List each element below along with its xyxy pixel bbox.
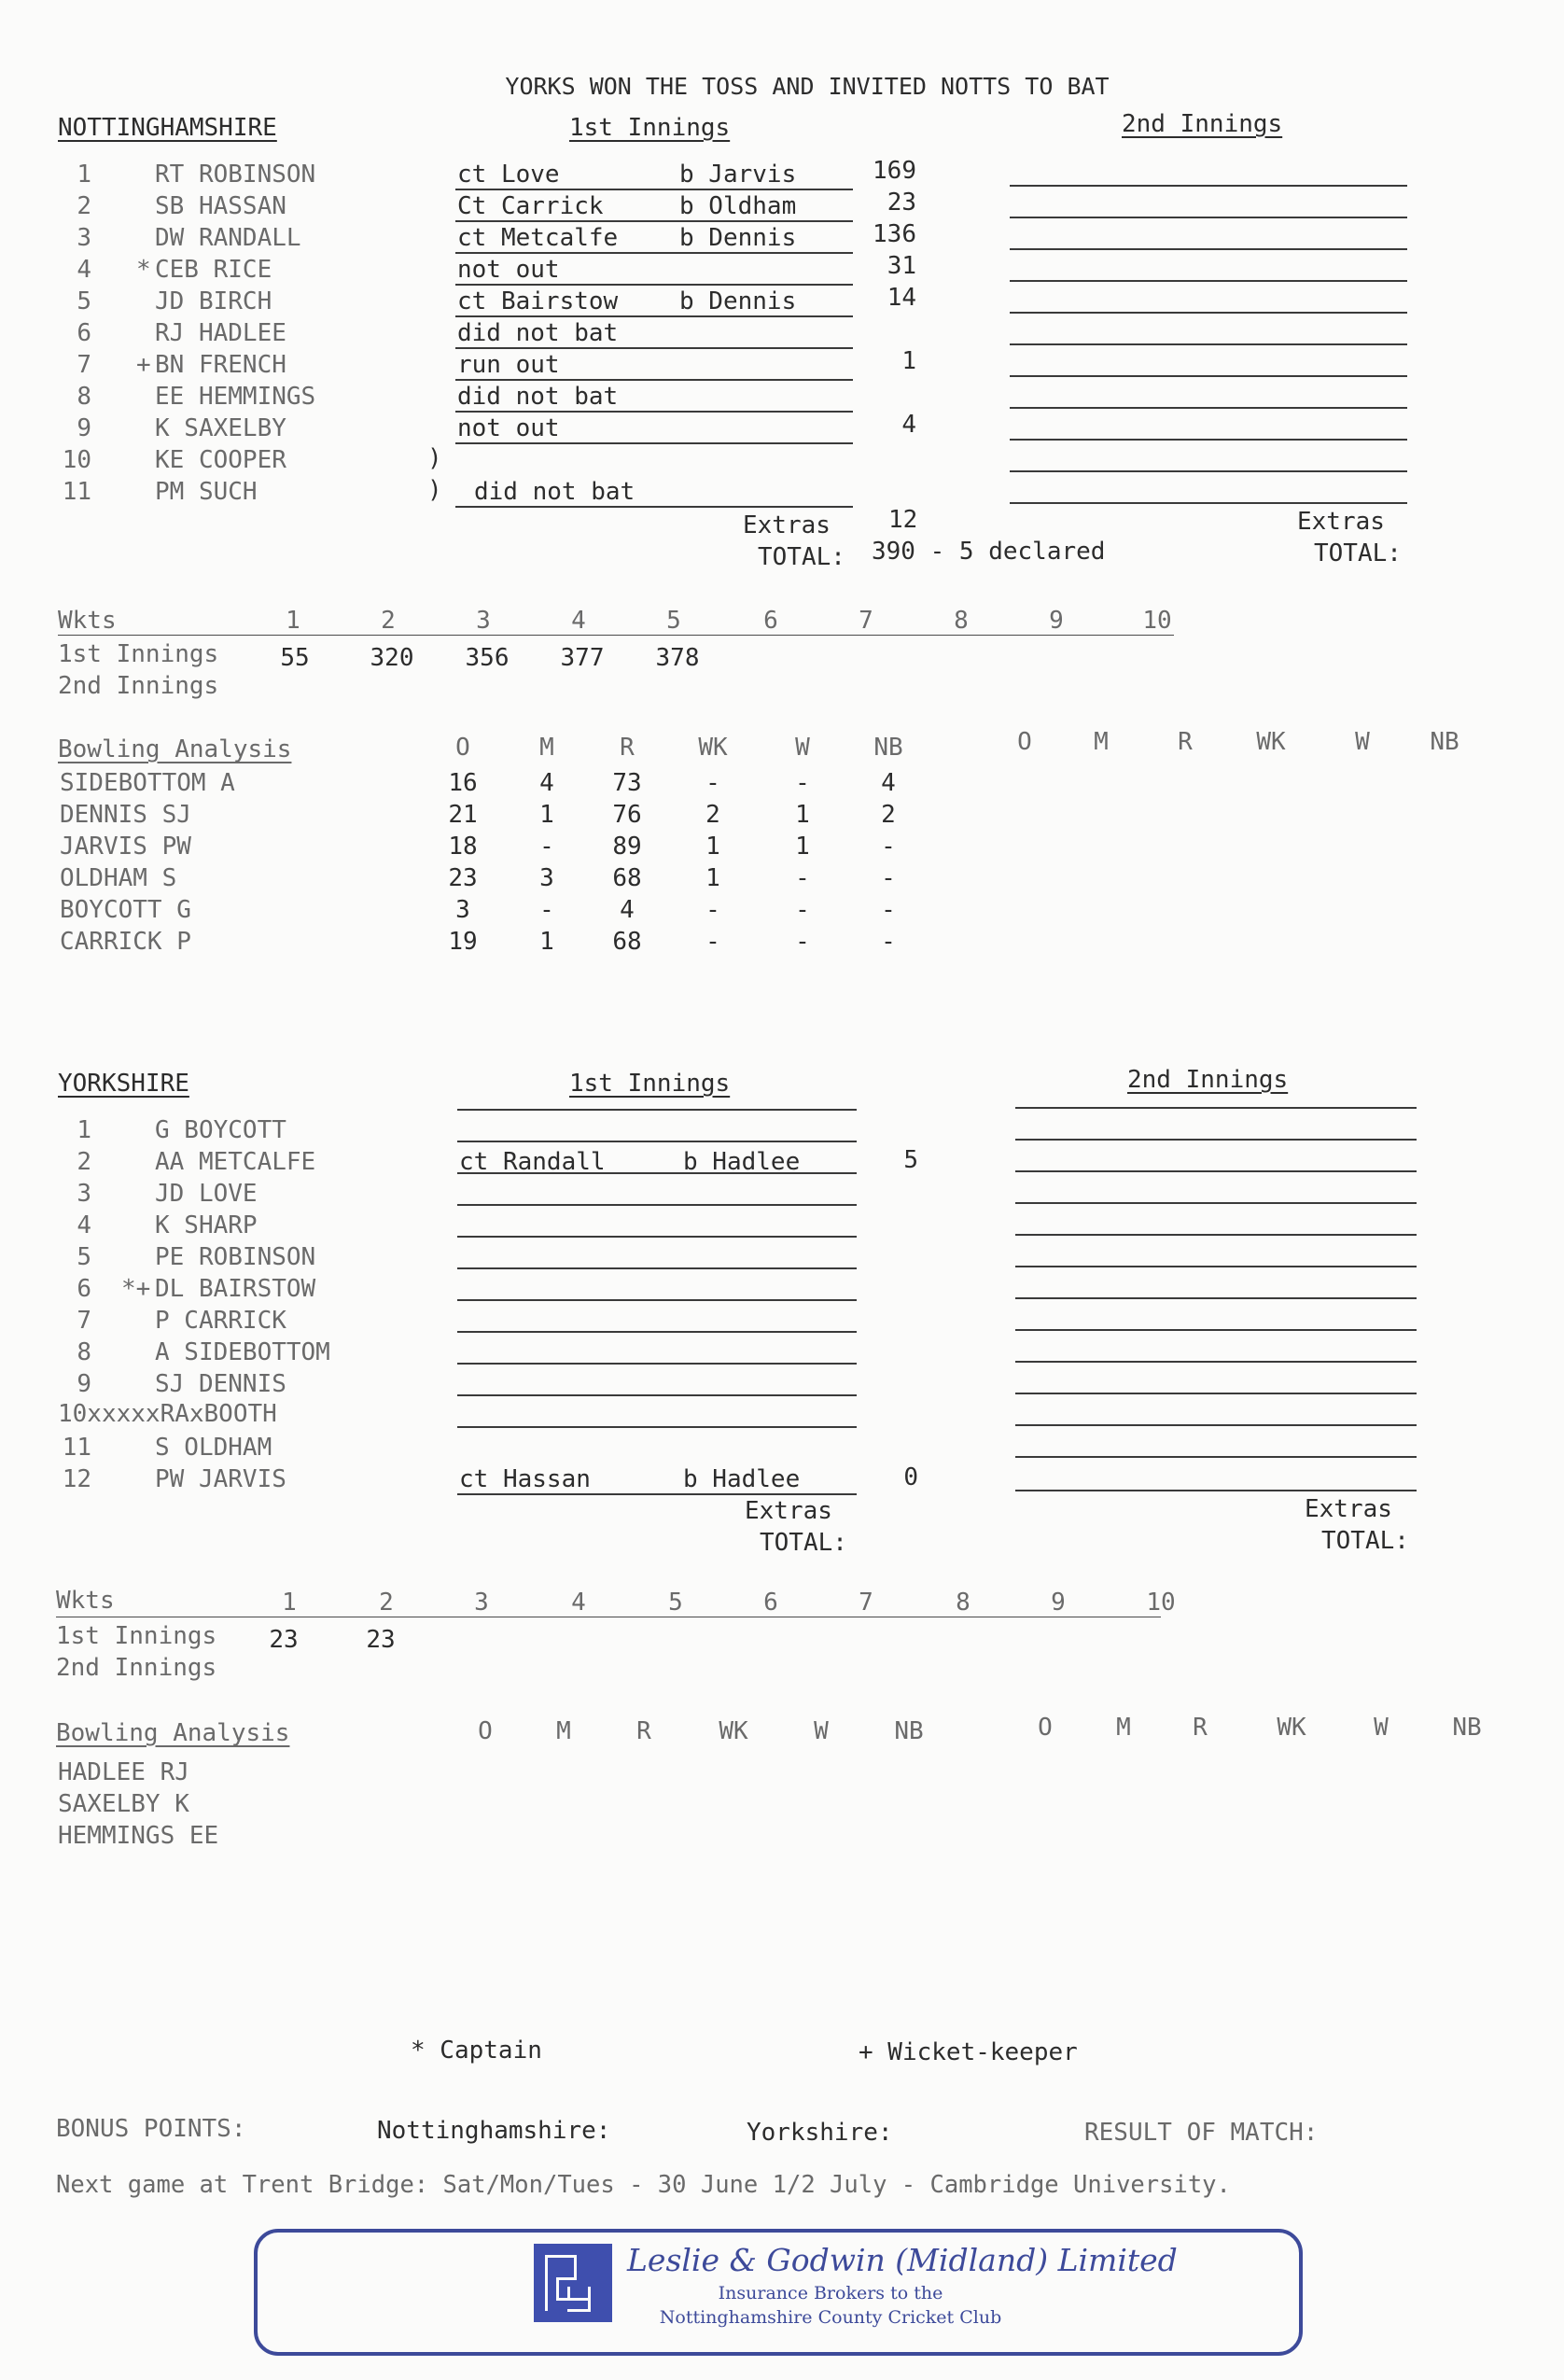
first-innings-line — [457, 1394, 857, 1396]
bowling-header: R — [620, 734, 635, 762]
bowling-o: 19 — [448, 928, 478, 956]
bowling-w: - — [795, 928, 810, 956]
wicket-number: 10 — [1146, 1589, 1176, 1617]
runs-value: 5 — [903, 1146, 918, 1174]
runs-value: 136 — [873, 220, 916, 248]
bowling-header: O — [455, 734, 470, 762]
wicket-number: 1 — [282, 1589, 297, 1617]
dismissal-text: ct Randall — [459, 1148, 606, 1176]
bowling-header-2: M — [1094, 728, 1109, 756]
bowling-m: 4 — [539, 769, 554, 797]
first-innings-line — [457, 1299, 857, 1301]
second-innings-line — [1015, 1139, 1417, 1141]
first-innings-line — [455, 252, 853, 254]
bowling-r: 68 — [612, 928, 642, 956]
batsman-number: 1 — [77, 161, 91, 189]
batsman-name: P CARRICK — [155, 1307, 286, 1335]
second-innings-line — [1010, 312, 1407, 314]
notts-second-innings-heading: 2nd Innings — [1122, 110, 1283, 138]
batsman-number: 4 — [77, 256, 91, 284]
bowling-header: M — [556, 1717, 571, 1745]
wicket-number: 1 — [286, 607, 300, 635]
bowler-name: BOYCOTT G — [60, 896, 191, 924]
first-innings-line — [455, 220, 853, 222]
keeper-legend: + Wicket-keeper — [859, 2038, 1078, 2066]
notts-team-title: NOTTINGHAMSHIRE — [58, 114, 277, 142]
bowler-name: OLDHAM S — [60, 864, 177, 892]
bowling-header-2: WK — [1256, 728, 1286, 756]
bowling-w: 1 — [795, 801, 810, 829]
batsman-role-mark: + — [136, 351, 151, 379]
dismissal-text: not out — [457, 414, 560, 442]
bowling-o: 3 — [455, 896, 470, 924]
dnb-bracket-top: ) — [427, 444, 442, 472]
second-innings-line — [1010, 185, 1407, 187]
batsman-number: 3 — [77, 1180, 91, 1208]
bowling-header: R — [636, 1717, 651, 1745]
yorks-wkts-label: Wkts — [56, 1587, 115, 1615]
batsman-number: 1 — [77, 1116, 91, 1144]
runs-value: 23 — [887, 189, 916, 217]
batsman-name: AA METCALFE — [155, 1148, 316, 1176]
yorks-total-label-2: TOTAL: — [1321, 1527, 1409, 1555]
batsman-struck-out-entry: 10xxxxxRAxBOOTH — [58, 1400, 277, 1428]
dnb-bracket-text: did not bat — [474, 478, 635, 506]
dismissal-text: run out — [457, 351, 560, 379]
first-innings-line — [457, 1236, 857, 1238]
dismissal-text: did not bat — [457, 319, 619, 347]
bowler-name: JARVIS PW — [60, 833, 191, 861]
second-innings-line — [1010, 248, 1407, 250]
first-innings-line — [455, 411, 853, 413]
bowling-header: NB — [894, 1717, 924, 1745]
dismissal-text: ct Hassan — [459, 1465, 591, 1493]
second-innings-line — [1010, 439, 1407, 441]
bowling-nb: - — [881, 833, 896, 861]
bowling-header: NB — [873, 734, 903, 762]
wicket-number: 6 — [763, 1589, 778, 1617]
bowling-r: 68 — [612, 864, 642, 892]
batsman-number: 9 — [77, 1370, 91, 1398]
bowler-text: b Hadlee — [683, 1465, 801, 1493]
batsman-role-mark: * — [136, 256, 151, 284]
yorks-second-innings-heading: 2nd Innings — [1127, 1066, 1289, 1094]
first-innings-line — [457, 1493, 857, 1495]
wicket-number: 2 — [381, 607, 396, 635]
batsman-number: 11 — [62, 478, 91, 506]
first-innings-line — [457, 1172, 857, 1174]
bowling-nb: - — [881, 896, 896, 924]
bowling-header: M — [539, 734, 554, 762]
notts-total-label: TOTAL: — [758, 543, 845, 571]
bowling-wk: 2 — [705, 801, 720, 829]
second-innings-line — [1010, 470, 1407, 472]
second-innings-line — [1015, 1329, 1417, 1331]
toss-heading: YORKS WON THE TOSS AND INVITED NOTTS TO BAT — [505, 73, 1110, 100]
bowler-text: b Hadlee — [683, 1148, 801, 1176]
yorks-bowling-heading: Bowling Analysis — [56, 1719, 290, 1747]
wicket-number: 2 — [379, 1589, 394, 1617]
second-innings-line — [1010, 217, 1407, 218]
bowling-header: WK — [698, 734, 728, 762]
runs-value: 169 — [873, 157, 916, 185]
bowling-header-2: W — [1374, 1714, 1389, 1742]
first-innings-line — [455, 315, 853, 317]
sponsor-line-2: Nottinghamshire County Cricket Club — [659, 2307, 1002, 2328]
bonus-points-label: BONUS POINTS: — [56, 2115, 246, 2143]
fow-score: 55 — [280, 644, 310, 672]
notts-fow-second-label: 2nd Innings — [58, 672, 219, 700]
bowling-m: 1 — [539, 801, 554, 829]
yorks-first-innings-heading: 1st Innings — [569, 1070, 731, 1098]
bowling-header: W — [795, 734, 810, 762]
bowling-wk: - — [705, 928, 720, 956]
bowling-w: 1 — [795, 833, 810, 861]
wicket-number: 5 — [666, 607, 681, 635]
batsman-number: 2 — [77, 1148, 91, 1176]
bowling-r: 76 — [612, 801, 642, 829]
bowler-text: b Jarvis — [679, 161, 797, 189]
wicket-number: 8 — [954, 607, 969, 635]
yorks-fow-first-label: 1st Innings — [56, 1622, 217, 1650]
second-innings-line — [1015, 1424, 1417, 1426]
bowling-o: 23 — [448, 864, 478, 892]
bowling-header-2: R — [1178, 728, 1193, 756]
bowler-name: CARRICK P — [60, 928, 191, 956]
second-innings-line — [1015, 1107, 1417, 1109]
bowling-header-2: NB — [1430, 728, 1459, 756]
first-innings-line — [455, 189, 853, 190]
bowling-o: 21 — [448, 801, 478, 829]
bowler-text: b Oldham — [679, 192, 797, 220]
first-innings-line — [457, 1426, 857, 1428]
batsman-number: 3 — [77, 224, 91, 252]
runs-value: 1 — [901, 347, 916, 375]
notts-total-value: 390 - 5 declared — [872, 538, 1106, 566]
batsman-number: 8 — [77, 383, 91, 411]
bowler-name: SIDEBOTTOM A — [60, 769, 235, 797]
batsman-name: DL BAIRSTOW — [155, 1275, 316, 1303]
second-innings-line — [1015, 1170, 1417, 1172]
batsman-name: A SIDEBOTTOM — [155, 1338, 330, 1366]
batsman-name: BN FRENCH — [155, 351, 286, 379]
batsman-number: 5 — [77, 1243, 91, 1271]
batsman-name: K SAXELBY — [155, 414, 286, 442]
bowler-name: SAXELBY K — [58, 1790, 189, 1818]
sponsor-name: Leslie & Godwin (Midland) Limited — [627, 2242, 1178, 2278]
first-innings-line — [457, 1267, 857, 1269]
second-innings-line — [1010, 375, 1407, 377]
bowler-text: b Dennis — [679, 224, 797, 252]
wicket-number: 10 — [1142, 607, 1172, 635]
wicket-number: 5 — [668, 1589, 683, 1617]
notts-extras-value: 12 — [888, 506, 918, 534]
bowling-nb: - — [881, 864, 896, 892]
bowling-header: W — [814, 1717, 829, 1745]
yorks-extras-label: Extras — [745, 1497, 832, 1525]
first-innings-line — [457, 1331, 857, 1333]
next-game-text: Next game at Trent Bridge: Sat/Mon/Tues - 30 June 1/2 July - Cambridge University. — [56, 2171, 1231, 2199]
bowling-r: 4 — [620, 896, 635, 924]
batsman-number: 11 — [62, 1434, 91, 1462]
yorks-team-title: YORKSHIRE — [58, 1070, 189, 1098]
second-innings-line — [1015, 1490, 1417, 1491]
runs-value: 0 — [903, 1463, 918, 1491]
batsman-role-mark: *+ — [121, 1275, 151, 1303]
bowling-o: 16 — [448, 769, 478, 797]
bonus-yorks-label: Yorkshire: — [747, 2119, 893, 2147]
notts-fow-first-label: 1st Innings — [58, 640, 219, 668]
fow-score: 23 — [366, 1626, 396, 1654]
runs-value: 14 — [887, 284, 916, 312]
dismissal-text: ct Metcalfe — [457, 224, 619, 252]
captain-legend: * Captain — [411, 2037, 542, 2065]
second-innings-line — [1010, 502, 1407, 504]
dismissal-text: ct Bairstow — [457, 287, 619, 315]
wicket-number: 3 — [474, 1589, 489, 1617]
second-innings-line — [1015, 1266, 1417, 1267]
batsman-number: 7 — [77, 351, 91, 379]
dismissal-text: did not bat — [457, 383, 619, 411]
second-innings-line — [1015, 1297, 1417, 1299]
sponsor-line-1: Insurance Brokers to the — [718, 2283, 943, 2303]
dismissal-text: Ct Carrick — [457, 192, 604, 220]
bonus-notts-label: Nottinghamshire: — [377, 2117, 611, 2145]
bowling-m: 1 — [539, 928, 554, 956]
bowler-name: HEMMINGS EE — [58, 1822, 219, 1850]
bowling-w: - — [795, 769, 810, 797]
bowling-m: 3 — [539, 864, 554, 892]
batsman-name: JD LOVE — [155, 1180, 258, 1208]
wicket-number: 4 — [571, 607, 586, 635]
yorks-fow-second-label: 2nd Innings — [56, 1654, 217, 1682]
bowling-header: WK — [719, 1717, 748, 1745]
dismissal-text: ct Love — [457, 161, 560, 189]
batsman-name: DW RANDALL — [155, 224, 301, 252]
batsman-number: 8 — [77, 1338, 91, 1366]
batsman-name: K SHARP — [155, 1211, 258, 1239]
second-innings-line — [1015, 1393, 1417, 1394]
fow-score: 320 — [370, 644, 414, 672]
fow-score: 23 — [269, 1626, 299, 1654]
wicket-number: 7 — [859, 1589, 873, 1617]
bowling-header-2: O — [1017, 728, 1032, 756]
bowling-wk: - — [705, 769, 720, 797]
bowling-nb: 4 — [881, 769, 896, 797]
bowling-nb: - — [881, 928, 896, 956]
bowling-header-2: R — [1193, 1714, 1208, 1742]
wicket-number: 7 — [859, 607, 873, 635]
bowler-name: HADLEE RJ — [58, 1758, 189, 1786]
wicket-number: 6 — [763, 607, 778, 635]
first-innings-line — [457, 1109, 857, 1111]
batsman-number: 6 — [77, 1275, 91, 1303]
first-innings-line — [457, 1204, 857, 1206]
batsman-name: PM SUCH — [155, 478, 258, 506]
bowler-text: b Dennis — [679, 287, 797, 315]
notts-bowling-heading: Bowling Analysis — [58, 735, 292, 763]
batsman-name: RT ROBINSON — [155, 161, 316, 189]
wicket-number: 9 — [1049, 607, 1064, 635]
batsman-number: 2 — [77, 192, 91, 220]
batsman-number: 6 — [77, 319, 91, 347]
bowling-r: 89 — [612, 833, 642, 861]
batsman-name: EE HEMMINGS — [155, 383, 316, 411]
fow-score: 356 — [465, 644, 510, 672]
wicket-number: 4 — [571, 1589, 586, 1617]
wicket-number: 3 — [476, 607, 491, 635]
first-innings-line — [457, 1141, 857, 1142]
yorks-extras-label-2: Extras — [1305, 1495, 1392, 1523]
fow-score: 378 — [655, 644, 700, 672]
batsman-name: SB HASSAN — [155, 192, 286, 220]
batsman-number: 12 — [62, 1465, 91, 1493]
second-innings-line — [1010, 343, 1407, 345]
bowling-w: - — [795, 896, 810, 924]
bowling-m: - — [539, 833, 554, 861]
first-innings-line — [455, 379, 853, 381]
batsman-number: 4 — [77, 1211, 91, 1239]
first-innings-line — [457, 1363, 857, 1365]
bowling-header-2: O — [1038, 1714, 1053, 1742]
bowling-r: 73 — [612, 769, 642, 797]
batsman-name: SJ DENNIS — [155, 1370, 286, 1398]
batsman-number: 9 — [77, 414, 91, 442]
bowling-header-2: WK — [1277, 1714, 1306, 1742]
yorks-total-label: TOTAL: — [760, 1529, 847, 1557]
bowling-header-2: M — [1116, 1714, 1131, 1742]
notts-wkts-rule — [58, 635, 1174, 636]
batsman-name: KE COOPER — [155, 446, 286, 474]
notts-first-innings-heading: 1st Innings — [569, 114, 731, 142]
first-innings-line — [455, 506, 853, 508]
first-innings-line — [455, 284, 853, 286]
bowling-o: 18 — [448, 833, 478, 861]
dismissal-text: not out — [457, 256, 560, 284]
runs-value: 31 — [887, 252, 916, 280]
batsman-name: S OLDHAM — [155, 1434, 272, 1462]
bowling-wk: - — [705, 896, 720, 924]
batsman-name: CEB RICE — [155, 256, 272, 284]
batsman-name: PE ROBINSON — [155, 1243, 316, 1271]
batsman-name: RJ HADLEE — [155, 319, 286, 347]
batsman-number: 5 — [77, 287, 91, 315]
bowling-w: - — [795, 864, 810, 892]
second-innings-line — [1015, 1361, 1417, 1363]
second-innings-line — [1010, 407, 1407, 409]
notts-extras-label-2: Extras — [1297, 508, 1385, 536]
bowling-wk: 1 — [705, 864, 720, 892]
wicket-number: 8 — [956, 1589, 971, 1617]
dnb-bracket-bottom: ) — [427, 476, 442, 504]
batsman-name: PW JARVIS — [155, 1465, 286, 1493]
batsman-name: JD BIRCH — [155, 287, 272, 315]
bowling-header-2: W — [1355, 728, 1370, 756]
runs-value: 4 — [901, 411, 916, 439]
second-innings-line — [1015, 1202, 1417, 1204]
bowling-header-2: NB — [1452, 1714, 1482, 1742]
first-innings-line — [455, 442, 853, 444]
bowling-wk: 1 — [705, 833, 720, 861]
notts-total-label-2: TOTAL: — [1314, 539, 1402, 567]
notts-wkts-label: Wkts — [58, 607, 117, 635]
batsman-number: 10 — [62, 446, 91, 474]
batsman-number: 7 — [77, 1307, 91, 1335]
batsman-name: G BOYCOTT — [155, 1116, 286, 1144]
wicket-number: 9 — [1051, 1589, 1066, 1617]
fow-score: 377 — [560, 644, 605, 672]
result-label: RESULT OF MATCH: — [1084, 2119, 1319, 2147]
first-innings-line — [455, 347, 853, 349]
second-innings-line — [1015, 1456, 1417, 1458]
bowler-name: DENNIS SJ — [60, 801, 191, 829]
bowling-nb: 2 — [881, 801, 896, 829]
bowling-m: - — [539, 896, 554, 924]
second-innings-line — [1010, 280, 1407, 282]
notts-extras-label: Extras — [743, 511, 831, 539]
bowling-header: O — [478, 1717, 493, 1745]
second-innings-line — [1015, 1234, 1417, 1236]
